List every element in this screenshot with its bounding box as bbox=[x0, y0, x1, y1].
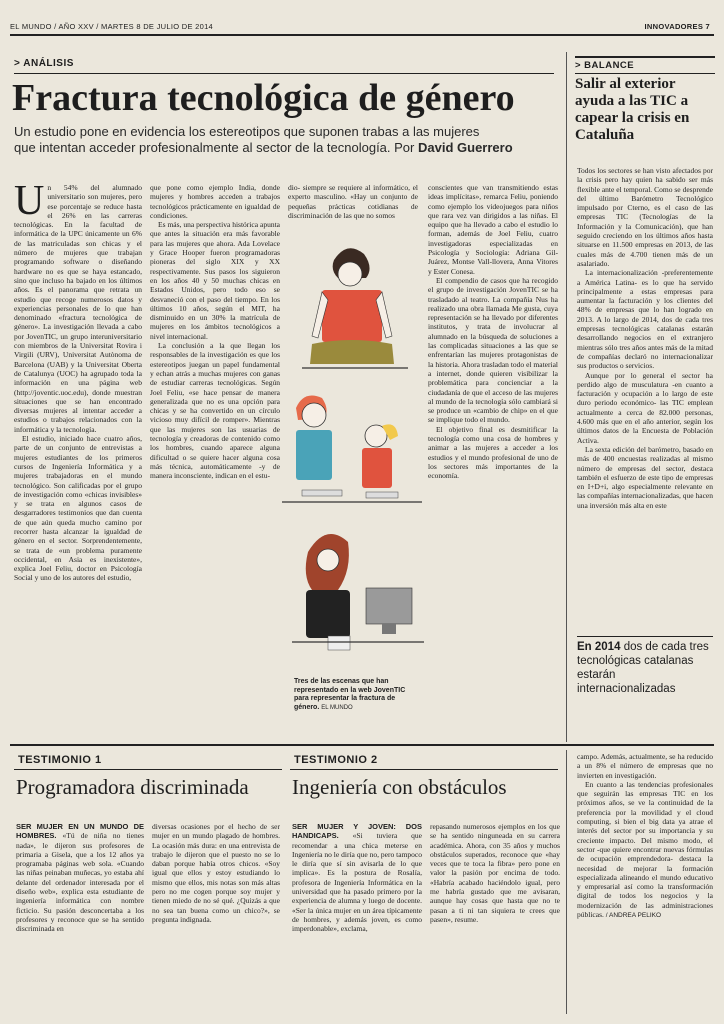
subtitle-line2: que intentan acceder profesionalmente al sector de la tecnología. Por David Guerrero bbox=[14, 140, 513, 155]
testimonio2-column-1: SER MUJER Y JOVEN: DOS HANDICAPS. «Si tuviera que recomendar a una chica meterse en Ingeniería no le diría que no, pero tampoco le diría que sí sin avisarla de lo que implica». Es la postura de Rosalía, profesora de Ingeniería Informática en la universidad que ha pasado primero por la experiencia de alumna y luego de docente. «Ser la única mujer en un área típicamente de hombres, y además joven, es como imperdonable», exclama, bbox=[292, 822, 422, 934]
byline: David Guerrero bbox=[418, 140, 513, 155]
section-tag: > ANÁLISIS bbox=[14, 58, 74, 69]
sidebar-body: Todos los sectores se han visto afectados por la crisis pero hay quien ha sabido ser más flexible ante el temporal. Como se desprende del último Barómetro Tecnológico impulsado por Cterno, es el caso de las empresas TIC (Tecnologías de la Información y la Comunicación), que han seguido creciendo en los últimos años hasta situarse en 11.500 empresas en 2013, de las cuales más de 4.700 tienen más de un asalariado. La internacionalización -preferentemente a América Latina- es lo que ha servido principalmente a estas empresas para aumentar la facturación y los clientes del 48% de empresas que lo han logrado en 2013. A lo largo de 2014, dos de cada tres empresas tecnológicas catalanas estarán desarrollando negocios en el extranjero mientras sólo tres años antes más de la mitad de compañías declaró no internacionalizar sus productos o servicios. Aunque por lo general el sector ha perdido algo de musculatura -en cuanto a facturación y ocupación a lo largo de este duro periodo económico- las TIC emplean actualmente a cerca de 82.000 personas, 4.600 más que en el año anterior, según los últimos datos de la Encuesta de Población Activa. La sexta edición del barómetro, basado en más de 400 encuestas realizadas al mismo número de empresas del sector, destaca también el esfuerzo de este tipo de empresas en I+D+i, algo especialmente relevante en las compañías internacionalizadas, que hacen una inversión más alta en este bbox=[577, 166, 713, 510]
article-title: Fractura tecnológica de género bbox=[12, 77, 515, 119]
header-section-page: INNOVADORES 7 bbox=[644, 22, 710, 31]
woman-computer-illustration bbox=[292, 534, 424, 650]
sidebar-continuation: campo. Además, actualmente, se ha reducido a un 8% el número de empresas que no invierten en investigación. En cuanto a las tendencias profesionales que seguirán las empresas TIC en los próximos años, se ve la continuidad de la preferencia por la movilidad y el cloud computing, si bien el big data ya atrae el interés del sector por su importancia y su creciente impacto. Del mismo modo, el sector -que quiere encontrar nuevas fórmulas de ocupación emprendedora- destaca la necesidad de mejorar la formación especializada alineando el mundo educativo y empresarial así como la transformación digital de todos los negocios y la modernización de las administraciones públicas. / ANDREA PELIKO bbox=[577, 752, 713, 920]
section-rule bbox=[14, 73, 554, 74]
testimonio1-column-2: diversas ocasiones por el hecho de ser mujer en un mundo plagado de hombres. La ocasión más dura: en una entrevista de trabajo le dijeron que el puesto no se lo daban porque había otros chicos. «Soy igual que ellos y estoy estudiando lo mismo que ellos, mis notas son más altas pero no me cogen porque soy mujer y tienen miedo de no sé qué. ¿Quizás a que no sea tan buena como un chico?», se pregunta indignada. bbox=[152, 822, 280, 924]
testimonio1-column-1: SER MUJER EN UN MUNDO DE HOMBRES. «Tú de niña no tienes nada», le dijeron sus profesores de primaria a Gisela, que a los 12 años ya programaba páginas web sola. «Cuando las niñas peinaban muñecas, yo estaba ahí delante del ordenador interesada por el diseño web», explica esta estudiante de ingeniería informática con nombre ficticio. Su pasión desconcertaba a los profesores y reconoce que se ha sentido discriminada en bbox=[16, 822, 144, 934]
testimonio2-tag: TESTIMONIO 2 bbox=[294, 754, 378, 766]
woman-reading-illustration bbox=[302, 248, 408, 368]
sidebar-highlight: En 2014 dos de cada tres tecnológicas catalanas estarán internacionalizadas bbox=[577, 641, 709, 695]
article-column-4: conscientes que van transmitiendo estas ideas implícitas», remarca Feliu, poniendo como ejemplo los videojuegos para niños que rara vez van dirigidos a las niñas. El equipo que ha llevado a cabo el estudio lo forman, además de Joel Feliu, cuatro investigadoras especializadas en Psicología y Sociología: Adriana Gil-Juárez, Montse Vall-llovera, Anna Vitores y Ester Conesa. El compendio de casos que ha recogido el grupo de investigación JovenTIC se ha trasladado al teatro. La compañía Nus ha realizado una obra llamada Me gusta, cuya representación se ha llevado por diferentes institutos, y trata de involucrar al alumnado en la búsqueda de soluciones a las complicadas situaciones a las que se enfrentarían las mujeres protagonistas de la historia. Ahora trasladan todo el material a internet, donde quieren visibilizar la problemática para concienciar a la ciudadanía de que el acceso de las mujeres al mundo de la tecnología sólo cambiará si se produce un «cambio de chip» en el que se implique todo el mundo. El objetivo final es desmitificar la tecnología como una cosa de hombres y animar a las mujeres a acceder a los estudios y el mundo profesional de uno de los sectores más importantes de la economía. bbox=[428, 183, 558, 481]
testimonio2-column-2: repasando numerosos ejemplos en los que se ha sentido ninguneada en su carrera académica. Ahora, con 35 años y muchos obstáculos superados, reconoce que «hay veces que te toca la fibra» pero pone en valor la pasión por encima de todo. «Habría acabado haciéndolo igual, pero me habría gustado que me avisaran, aunque hay cosas que hasta que no te pasan a ti ni tan siquiera te crees que pasen», resume. bbox=[430, 822, 560, 924]
bottom-section-rule bbox=[10, 744, 714, 746]
header-rule bbox=[10, 34, 714, 36]
header-dateline: EL MUNDO / AÑO XXV / MARTES 8 DE JULIO DE 2014 bbox=[10, 22, 214, 31]
testimonio2-rule bbox=[290, 769, 558, 770]
dropcap: U bbox=[14, 183, 45, 224]
sidebar-divider bbox=[566, 52, 567, 742]
sidebar-title: Salir al exterior ayuda a las TIC a capear la crisis en Cataluña bbox=[575, 76, 690, 143]
sidebar-tag-rule bbox=[575, 73, 715, 74]
article-column-3: dio- siempre se requiere al informático, el experto masculino. «Hay un conjunto de pequeñas prácticas cotidianas de discriminación de las que no somos bbox=[288, 183, 418, 220]
bottom-sidebar-divider bbox=[566, 750, 567, 1014]
testimonio2-title: Ingeniería con obstáculos bbox=[292, 775, 507, 799]
article-illustrations bbox=[282, 240, 428, 670]
testimonio1-rule bbox=[14, 769, 282, 770]
two-girls-illustration bbox=[282, 396, 422, 502]
article-subtitle bbox=[14, 124, 562, 156]
testimonio1-tag: TESTIMONIO 1 bbox=[18, 754, 102, 766]
highlight-top-rule bbox=[577, 636, 713, 637]
illustration-caption: Tres de las escenas que han representado en la web JovenTIC para representar la fractura de género. EL MUNDO bbox=[294, 678, 406, 711]
testimonio1-lead: SER MUJER EN UN MUNDO DE HOMBRES. bbox=[16, 822, 144, 841]
sidebar-top-rule bbox=[575, 56, 715, 58]
sidebar-tag: > BALANCE bbox=[575, 60, 635, 71]
subtitle-line1: Un estudio pone en evidencia los estereotipos que suponen trabas a las mujeres bbox=[14, 124, 480, 139]
testimonio2-lead: SER MUJER Y JOVEN: DOS HANDICAPS. bbox=[292, 822, 422, 841]
article-column-1: Un 54% del alumnado universitario son mujeres, pero ese porcentaje se reduce hasta el 26% en las carreras tecnológicas. En la facultad de informática de la UPC únicamente un 6% de las matriculadas son chicas y el número de mujeres que trabajan programando software o diseñando hardware no es que se haya estancado, sino que incluso ha bajado en los últimos años. Es el panorama que retrata un estudio que recoge numerosos datos y experiencias personales de lo que han denominado «fractura tecnológica de género». La investigación llevada a cabo por JovenTIC, un grupo interuniversitario con miembros de la Universitat Rovira i Virgili (URV), Universitat Autònoma de Barcelona (UAB) y la Universitat Oberta de Catalunya (UOC) ha agrupado toda la información en una página web (http://joventic.uoc.edu), donde muestran situaciones que se han encontrado diversas mujeres al intentar acceder a estudios o trabajos relacionados con la informática y la tecnología. El estudio, iniciado hace cuatro años, parte de un conjunto de entrevistas a mujeres estudiantes de los primeros cursos de Ingeniería Informática y a mujeres trabajadoras en el mundo tecnológico. Son calificadas por el grupo de investigación como «chicas invisibles» y se trata en algunos casos de desgarradores testimonios que dan cuenta de que aún queda mucho camino por recorrer hasta alcanzar la igualdad de género en el sector. Sorprendentemente, se trata de «un problema puramente occidental, en Asia es inexistente», explica Joel Feliu, doctor en Psicología Social y uno de los autores del estudio, bbox=[14, 183, 142, 583]
testimonio1-title: Programadora discriminada bbox=[16, 775, 249, 799]
sidebar-signature: / ANDREA PELIKO bbox=[605, 912, 662, 920]
article-column-2: que pone como ejemplo India, donde mujeres y hombres acceden a trabajos tecnológicos prácticamente en igualdad de condiciones. Es más, una perspectiva histórica apunta que antes la situación era más favorable para las mujeres que ahora. Ada Lovelace y Grace Hooper fueron programadoras pioneras del siglo XIX y XX respectivamente. Sus pasos los siguieron en los años 40 y 50 muchas chicas en Estados Unidos, pero todo eso se desvaneció con el paso del tiempo. En los últimos 10 años, según el MIT, ha disminuido en un 30% la matrícula de mujeres en los ámbitos tecnológicos a nivel internacional. La conclusión a la que llegan los responsables de la investigación es que los estereotipos juegan un papel fundamental y echan atrás a muchas mujeres con ganas de estudiar carreras tecnológicas. Según Joel Feliu, «se hace pensar de manera generalizada que no es una opción para chicas y se ha convertido en un círculo vicioso muy difícil de romper». Mientras que las mujeres son las usuarias de tecnología y creadoras de contenido como los hombres, cuando aparece alguna dificultad o se quiere hacer alguna cosa más técnica, automáticamente -y de manera inconsciente, indican en el estu- bbox=[150, 183, 280, 481]
